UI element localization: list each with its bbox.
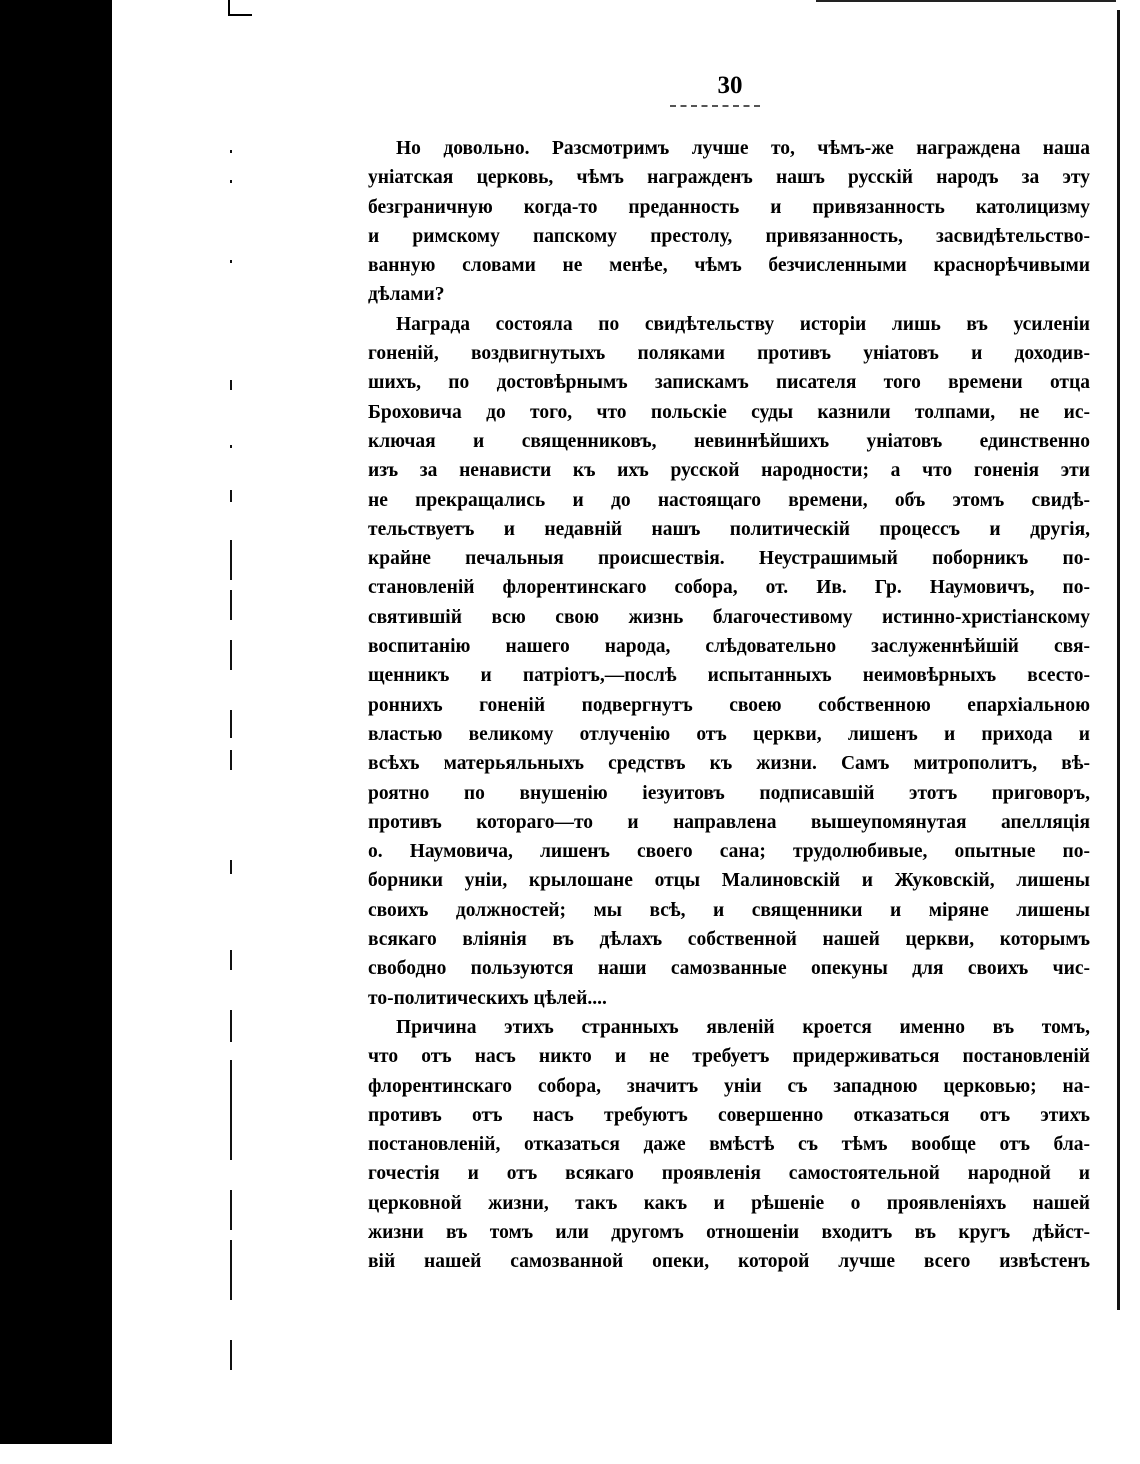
text-line: противъ котораго—то и направлена вышеупомянутая апелляція (368, 811, 1090, 833)
corner-scan-mark (228, 0, 252, 16)
text-line: жизни въ томъ или другомъ отношеніи входитъ въ кругъ дѣйст- (368, 1221, 1090, 1243)
text-line: флорентинскаго собора, значитъ уніи съ западною церковью; на- (368, 1075, 1090, 1097)
text-line: постановленій, отказаться даже вмѣстѣ съ тѣмъ вообще отъ бла- (368, 1134, 1090, 1156)
text-line: вій нашей самозванной опеки, которой лучше всего извѣстенъ (368, 1251, 1090, 1273)
text-line: церковной жизни, такъ какъ и рѣшеніе о проявленіяхъ нашей (368, 1192, 1090, 1214)
text-line: что отъ насъ никто и не требуетъ придерживаться постановленій (368, 1046, 1090, 1068)
text-line: всякаго вліянія въ дѣлахъ собственной нашей церкви, которымъ (368, 929, 1090, 951)
right-page-edge (1117, 10, 1120, 1310)
text-line: уніатская церковь, чѣмъ награжденъ нашъ русскій народъ за эту (368, 167, 1090, 189)
text-line: тельствуетъ и недавній нашъ политическій процессъ и другія, (368, 518, 1090, 540)
text-line: воспитанію нашего народа, слѣдовательно заслуженнѣйшій свя- (368, 636, 1090, 658)
binding-shadow (0, 0, 112, 1444)
text-line: роятно по внушенію іезуитовъ подписавшій этотъ приговоръ, (368, 782, 1090, 804)
text-line: шихъ, по достовѣрнымъ запискамъ писателя того времени отца (368, 372, 1090, 394)
paragraph-3 (368, 1013, 1090, 1277)
text-line: становленій флорентинскаго собора, от. Ив. Гр. Наумовичъ, по- (368, 577, 1090, 599)
text-line: ключая и священниковъ, невиннѣйшихъ уніатовъ единственно (368, 430, 1090, 452)
page-number: 30 (717, 72, 743, 99)
text-line: гоненій, воздвигнутыхъ поляками противъ уніатовъ и доходив- (368, 343, 1090, 365)
text-line: дѣлами? (368, 284, 445, 306)
text-line: Но довольно. Разсмотримъ лучше то, чѣмъ-же награждена наша (396, 138, 1090, 159)
text-line: своихъ должностей; мы всѣ, и священники и міряне лишены (368, 899, 1090, 921)
text-line: о. Наумовича, лишенъ своего сана; трудолюбивые, опытные по- (368, 841, 1090, 863)
text-line: роннихъ гоненій подвергнутъ своею собственною епархіальною (368, 694, 1090, 716)
page-number-underline (670, 105, 760, 107)
text-line: и римскому папскому престолу, привязанность, засвидѣтельство- (368, 225, 1090, 247)
text-line: святившій всю свою жизнь благочестивому истинно-христіанскому (368, 606, 1090, 628)
text-line: изъ за ненависти къ ихъ русской народности; а что гоненія эти (368, 460, 1090, 482)
paragraph-1 (368, 134, 1090, 310)
text-line: ванную словами не менѣе, чѣмъ безчисленными краснорѣчивыми (368, 255, 1090, 277)
text-line: безграничную когда-то преданность и привязанность католицизму (368, 196, 1090, 218)
top-edge-rule (816, 0, 1116, 2)
text-line: крайне печальныя происшествія. Неустрашимый поборникъ по- (368, 548, 1090, 570)
text-line: Броховича до того, что польскіе суды казнили толпами, не ис- (368, 401, 1090, 423)
paragraph-2 (368, 310, 1090, 1013)
text-line: противъ отъ насъ требуютъ совершенно отказаться отъ этихъ (368, 1104, 1090, 1126)
text-line: то-политическихъ цѣлей.... (368, 987, 607, 1009)
body-text (368, 134, 1090, 1277)
text-line: щенникъ и патріотъ,—послѣ испытанныхъ неимовѣрныхъ всесто- (368, 665, 1090, 687)
text-line: Причина этихъ странныхъ явленій кроется именно въ томъ, (396, 1016, 1090, 1038)
text-line: Награда состояла по свидѣтельству исторіи лишь въ усиленіи (396, 313, 1090, 335)
text-line: свободно пользуются наши самозванные опекуны для своихъ чис- (368, 958, 1090, 980)
text-line: всѣхъ матерьяльныхъ средствъ къ жизни. Самъ митрополитъ, вѣ- (368, 753, 1090, 775)
text-line: не прекращались и до настоящаго времени, объ этомъ свидѣ- (368, 489, 1090, 511)
text-line: властью великому отлученію отъ церкви, лишенъ и прихода и (368, 723, 1090, 745)
text-line: гочестія и отъ всякаго проявленія самостоятельной народной и (368, 1163, 1090, 1185)
text-line: борники уніи, крылошане отцы Малиновскій и Жуковскій, лишены (368, 870, 1090, 892)
margin-scan-marks (222, 140, 252, 1380)
